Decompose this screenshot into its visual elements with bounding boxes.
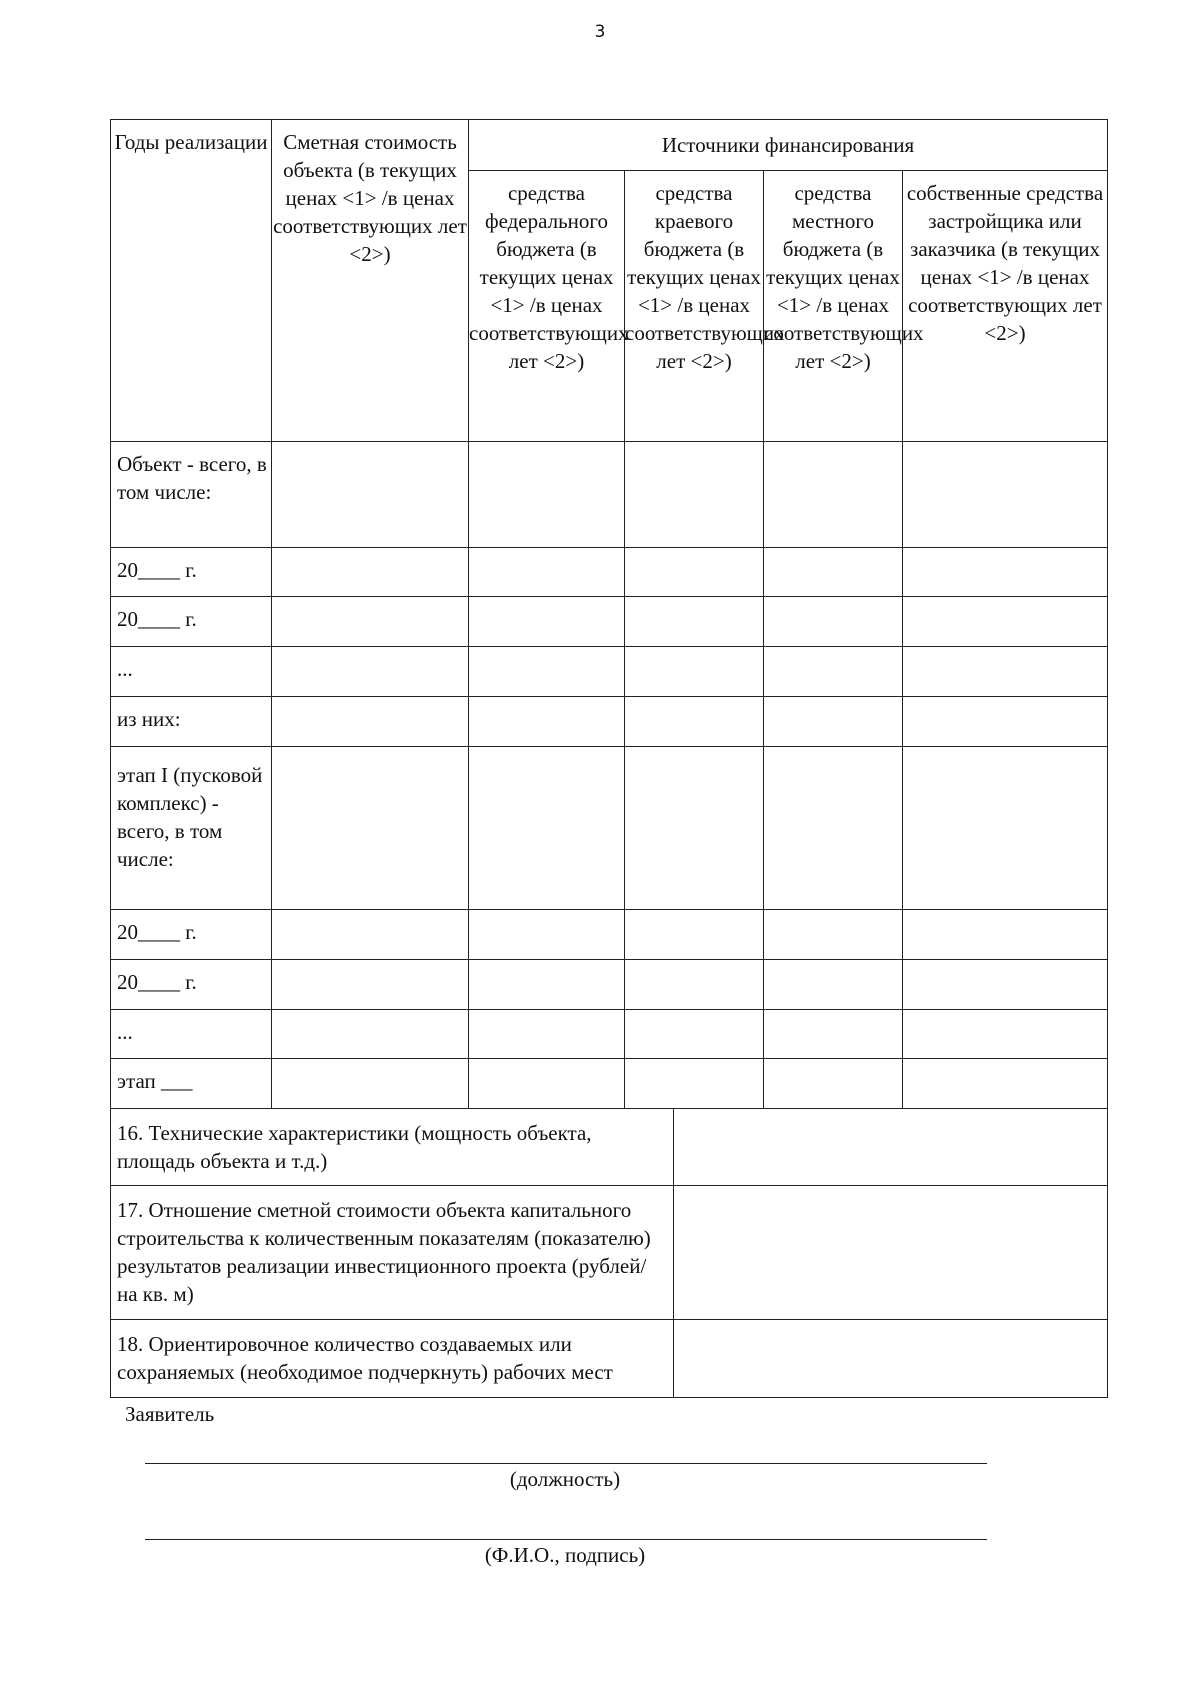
col-header-regional: средства краевого бюджета (в текущих ценах <1> /в ценах соответствующих лет <2>) — [625, 171, 764, 442]
cell-estimated-cost[interactable] — [272, 960, 469, 1010]
row-label-year: 20____ г. — [111, 960, 272, 1010]
cell-regional[interactable] — [625, 910, 764, 960]
table-row — [111, 1109, 1108, 1186]
row-label-year: 20____ г. — [111, 910, 272, 960]
row-label-year: 20____ г. — [111, 597, 272, 647]
cell-own[interactable] — [903, 548, 1108, 597]
table-row — [111, 647, 1108, 697]
item-18-label: 18. Ориентировочное количество создаваемых или сохраняемых (необходимое подчеркнуть) рабочих мест — [111, 1320, 674, 1398]
cell-own[interactable] — [903, 910, 1108, 960]
cell-local[interactable] — [764, 960, 903, 1010]
table-row — [111, 910, 1108, 960]
cell-estimated-cost[interactable] — [272, 747, 469, 910]
cell-own[interactable] — [903, 442, 1108, 548]
applicant-label: Заявитель — [125, 1402, 215, 1426]
item-18-value[interactable] — [674, 1320, 1108, 1398]
table-row — [111, 548, 1108, 597]
item-17-label: 17. Отношение сметной стоимости объекта капитального строительства к количественным показателям (показателю) результатов реализации инвестиционного проекта (рублей/на кв. м) — [111, 1186, 674, 1320]
cell-own[interactable] — [903, 647, 1108, 697]
name-signature-line[interactable] — [145, 1539, 987, 1540]
cell-federal[interactable] — [469, 597, 625, 647]
table-row — [111, 442, 1108, 548]
table-row — [111, 747, 1108, 910]
cell-federal[interactable] — [469, 960, 625, 1010]
col-header-federal: средства федерального бюджета (в текущих ценах <1> /в ценах соответствующих лет <2>) — [469, 171, 625, 442]
cell-regional[interactable] — [625, 747, 764, 910]
table-row — [111, 1320, 1108, 1398]
cell-regional[interactable] — [625, 548, 764, 597]
cell-estimated-cost[interactable] — [272, 548, 469, 597]
cell-local[interactable] — [764, 647, 903, 697]
cell-estimated-cost[interactable] — [272, 1010, 469, 1059]
cell-estimated-cost[interactable] — [272, 647, 469, 697]
cell-local[interactable] — [764, 1059, 903, 1109]
cell-own[interactable] — [903, 1059, 1108, 1109]
item-17-value[interactable] — [674, 1186, 1108, 1320]
cell-federal[interactable] — [469, 1010, 625, 1059]
cell-local[interactable] — [764, 910, 903, 960]
cell-regional[interactable] — [625, 960, 764, 1010]
table-row — [111, 1010, 1108, 1059]
row-label-stage-1: этап I (пусковой комплекс) - всего, в том числе: — [111, 747, 272, 910]
cell-own[interactable] — [903, 697, 1108, 747]
cell-estimated-cost[interactable] — [272, 442, 469, 548]
cell-local[interactable] — [764, 548, 903, 597]
cell-federal[interactable] — [469, 1059, 625, 1109]
cell-estimated-cost[interactable] — [272, 697, 469, 747]
cell-federal[interactable] — [469, 697, 625, 747]
cell-estimated-cost[interactable] — [272, 910, 469, 960]
cell-federal[interactable] — [469, 910, 625, 960]
col-header-own: собственные средства застройщика или заказчика (в текущих ценах <1> /в ценах соответствующих лет <2>) — [903, 171, 1108, 442]
name-signature-caption: (Ф.И.О., подпись) — [484, 1543, 646, 1567]
cell-own[interactable] — [903, 1010, 1108, 1059]
cell-federal[interactable] — [469, 747, 625, 910]
financing-table — [110, 119, 1108, 1398]
row-label-dots: ... — [111, 1010, 272, 1059]
row-label-object-total: Объект - всего, в том числе: — [111, 442, 272, 548]
page-number: 3 — [594, 22, 606, 42]
cell-regional[interactable] — [625, 697, 764, 747]
cell-local[interactable] — [764, 697, 903, 747]
cell-estimated-cost[interactable] — [272, 1059, 469, 1109]
cell-federal[interactable] — [469, 442, 625, 548]
cell-local[interactable] — [764, 597, 903, 647]
table-row — [111, 1186, 1108, 1320]
col-header-years: Годы реализации — [111, 120, 272, 442]
cell-regional[interactable] — [625, 1059, 764, 1109]
cell-local[interactable] — [764, 747, 903, 910]
row-label-dots: ... — [111, 647, 272, 697]
cell-regional[interactable] — [625, 1010, 764, 1059]
cell-federal[interactable] — [469, 548, 625, 597]
table-row — [111, 697, 1108, 747]
item-16-value[interactable] — [674, 1109, 1108, 1186]
cell-regional[interactable] — [625, 442, 764, 548]
cell-local[interactable] — [764, 1010, 903, 1059]
table-row — [111, 960, 1108, 1010]
cell-regional[interactable] — [625, 597, 764, 647]
cell-estimated-cost[interactable] — [272, 597, 469, 647]
cell-local[interactable] — [764, 442, 903, 548]
table-row — [111, 597, 1108, 647]
cell-own[interactable] — [903, 747, 1108, 910]
cell-own[interactable] — [903, 597, 1108, 647]
col-header-estimated-cost: Сметная стоимость объекта (в текущих ценах <1> /в ценах соответствующих лет <2>) — [272, 120, 469, 442]
cell-own[interactable] — [903, 960, 1108, 1010]
col-header-local: средства местного бюджета (в текущих ценах <1> /в ценах соответствующих лет <2>) — [764, 171, 903, 442]
cell-federal[interactable] — [469, 647, 625, 697]
cell-regional[interactable] — [625, 647, 764, 697]
position-line[interactable] — [145, 1463, 987, 1464]
position-caption: (должность) — [509, 1467, 621, 1491]
row-label-stage-n: этап ___ — [111, 1059, 272, 1109]
col-header-sources: Источники финансирования — [469, 120, 1108, 171]
table-row — [111, 1059, 1108, 1109]
item-16-label: 16. Технические характеристики (мощность объекта, площадь объекта и т.д.) — [111, 1109, 674, 1186]
row-label-of-them: из них: — [111, 697, 272, 747]
row-label-year: 20____ г. — [111, 548, 272, 597]
